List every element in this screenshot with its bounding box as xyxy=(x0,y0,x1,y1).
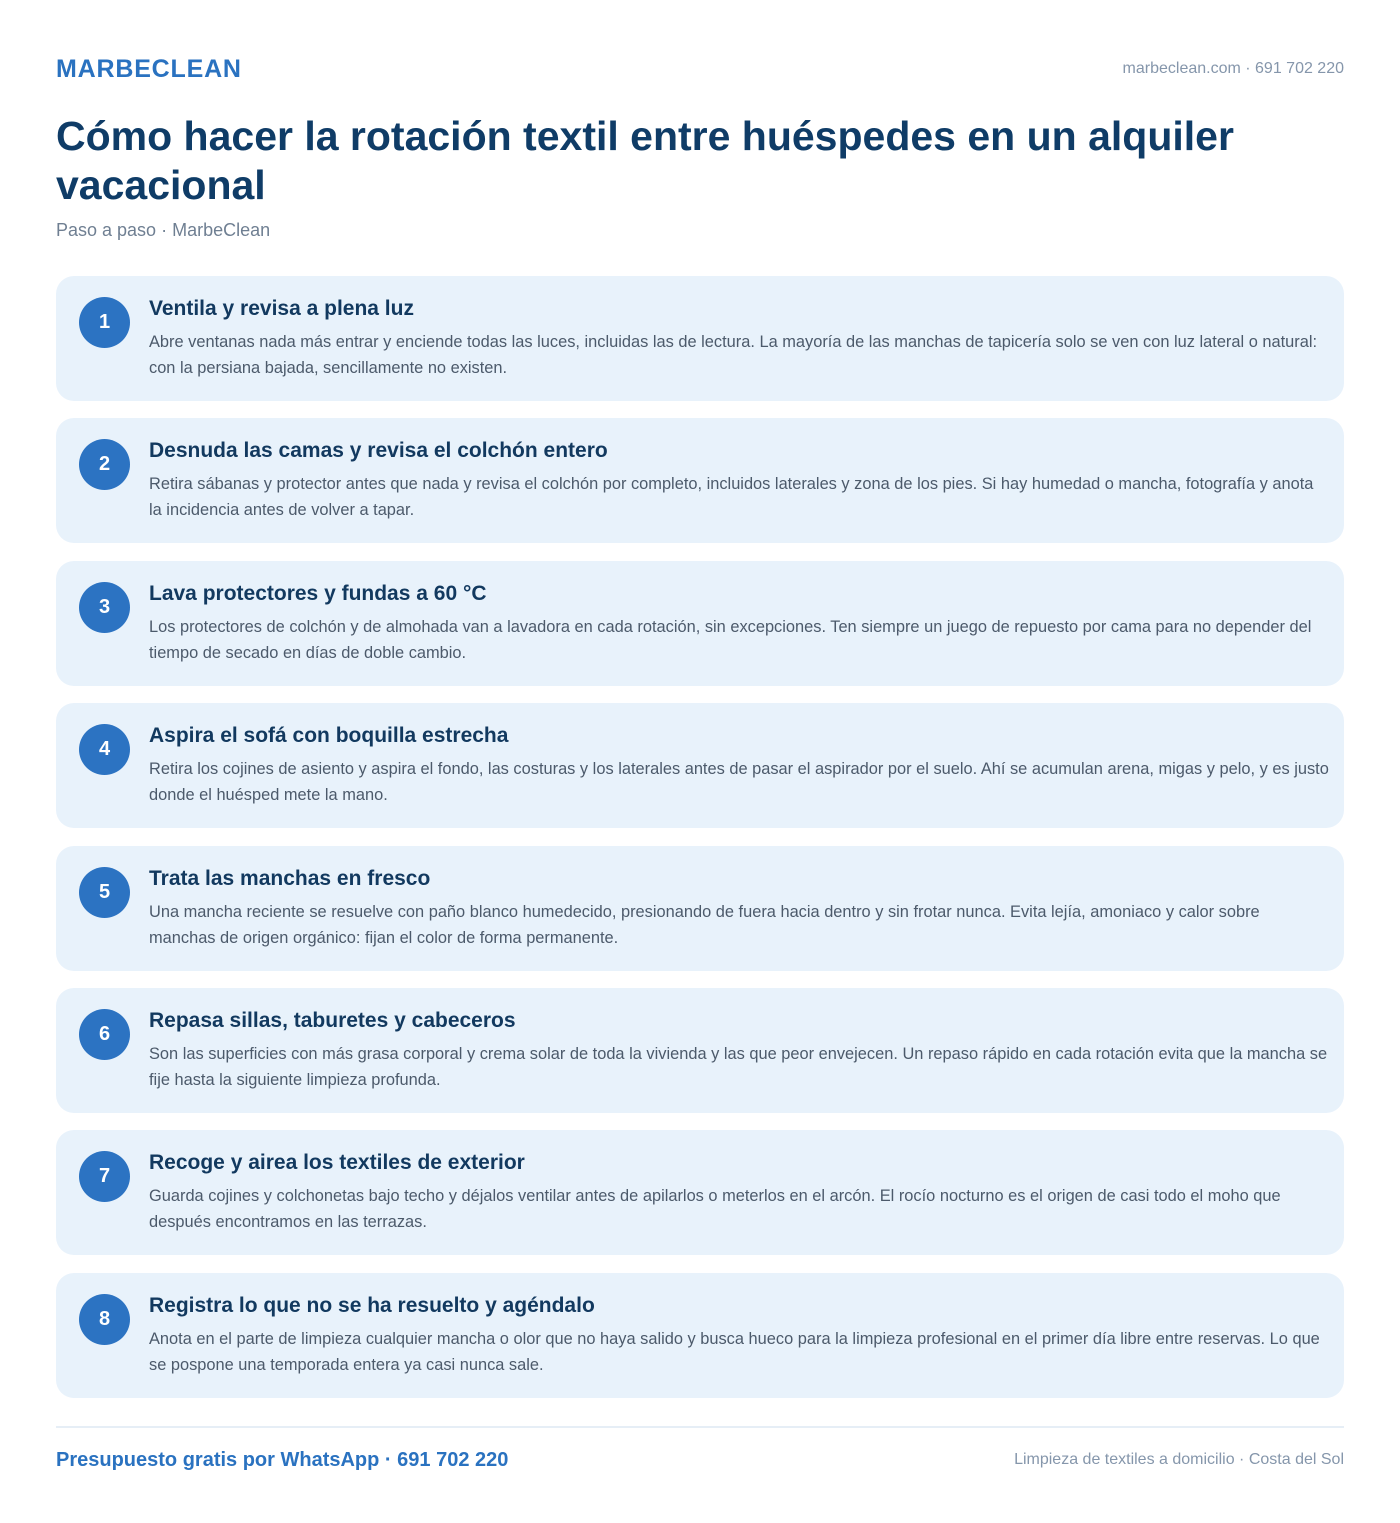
step-card xyxy=(56,561,1344,686)
step-text: Retira los cojines de asiento y aspira el fondo, las costuras y los laterales antes de pasar el aspirador por el suelo. Ahí se acumulan arena, migas y pelo, y es justo donde el huésped mete la mano. xyxy=(149,760,1329,805)
step-text: Anota en el parte de limpieza cualquier mancha o olor que no haya salido y busca hueco para la limpieza profesional en el primer día libre entre reservas. Lo que se pospone una temporada entera ya casi nunca sale. xyxy=(149,1329,1320,1374)
step-title: Desnuda las camas y revisa el colchón entero xyxy=(149,439,608,463)
step-card xyxy=(56,276,1344,401)
step-card xyxy=(56,703,1344,828)
step-text: Los protectores de colchón y de almohada van a lavadora en cada rotación, sin excepciones. Ten siempre un juego de repuesto por cama para no depender del tiempo de secado en días de doble cambio. xyxy=(149,617,1312,662)
step-number-badge: 5 xyxy=(79,867,130,918)
page-title: Cómo hacer la rotación textil entre huéspedes en un alquiler vacacional xyxy=(56,113,1234,208)
page-subtitle: Paso a paso · MarbeClean xyxy=(56,220,271,240)
step-number-badge: 1 xyxy=(79,297,130,348)
brand-logo[interactable]: MARBECLEAN xyxy=(56,54,242,83)
step-number-badge: 6 xyxy=(79,1009,130,1060)
steps-list xyxy=(56,276,1344,1415)
step-card xyxy=(56,418,1344,543)
step-text: Una mancha reciente se resuelve con paño blanco humedecido, presionando de fuera hacia dentro y sin frotar nunca. Evita lejía, amoniaco y calor sobre manchas de origen orgánico: fijan el color de forma permanente. xyxy=(149,902,1260,947)
footer-tagline: Limpieza de textiles a domicilio · Costa del Sol xyxy=(1014,1451,1344,1468)
step-title: Recoge y airea los textiles de exterior xyxy=(149,1151,525,1175)
step-title: Registra lo que no se ha resuelto y agéndalo xyxy=(149,1293,595,1317)
step-card xyxy=(56,988,1344,1113)
step-number-badge: 2 xyxy=(79,439,130,490)
step-number-badge: 4 xyxy=(79,724,130,775)
step-title: Lava protectores y fundas a 60 °C xyxy=(149,581,487,605)
step-text: Retira sábanas y protector antes que nada y revisa el colchón por completo, incluidos laterales y zona de los pies. Si hay humedad o mancha, fotografía y anota la incidencia antes de volver a tapar. xyxy=(149,475,1314,520)
step-title: Aspira el sofá con boquilla estrecha xyxy=(149,724,509,748)
step-title: Repasa sillas, taburetes y cabeceros xyxy=(149,1008,516,1032)
footer-divider xyxy=(56,1426,1344,1428)
step-card xyxy=(56,846,1344,971)
step-card xyxy=(56,1273,1344,1398)
step-card xyxy=(56,1130,1344,1255)
step-number-badge: 8 xyxy=(79,1294,130,1345)
step-text: Abre ventanas nada más entrar y enciende todas las luces, incluidas las de lectura. La mayoría de las manchas de tapicería solo se ven con luz lateral o natural: con la persiana bajada, sencillamente no existen. xyxy=(149,333,1318,377)
step-title: Trata las manchas en fresco xyxy=(149,866,431,890)
step-text: Son las superficies con más grasa corporal y crema solar de toda la vivienda y las que peor envejecen. Un repaso rápido en cada rotación evita que la mancha se fije hasta la siguiente limpieza profunda. xyxy=(149,1044,1328,1089)
step-number-badge: 3 xyxy=(79,582,130,633)
header-contact[interactable]: marbeclean.com · 691 702 220 xyxy=(1122,60,1344,77)
page xyxy=(56,0,1344,1523)
step-text: Guarda cojines y colchonetas bajo techo y déjalos ventilar antes de apilarlos o meterlos en el arcón. El rocío nocturno es el origen de casi todo el moho que después encontramos en las terrazas. xyxy=(149,1187,1281,1232)
step-number-badge: 7 xyxy=(79,1151,130,1202)
footer xyxy=(56,1446,1344,1474)
header xyxy=(56,52,1344,86)
whatsapp-quote-link[interactable]: Presupuesto gratis por WhatsApp · 691 702 220 xyxy=(56,1448,509,1471)
step-title: Ventila y revisa a plena luz xyxy=(149,297,414,320)
